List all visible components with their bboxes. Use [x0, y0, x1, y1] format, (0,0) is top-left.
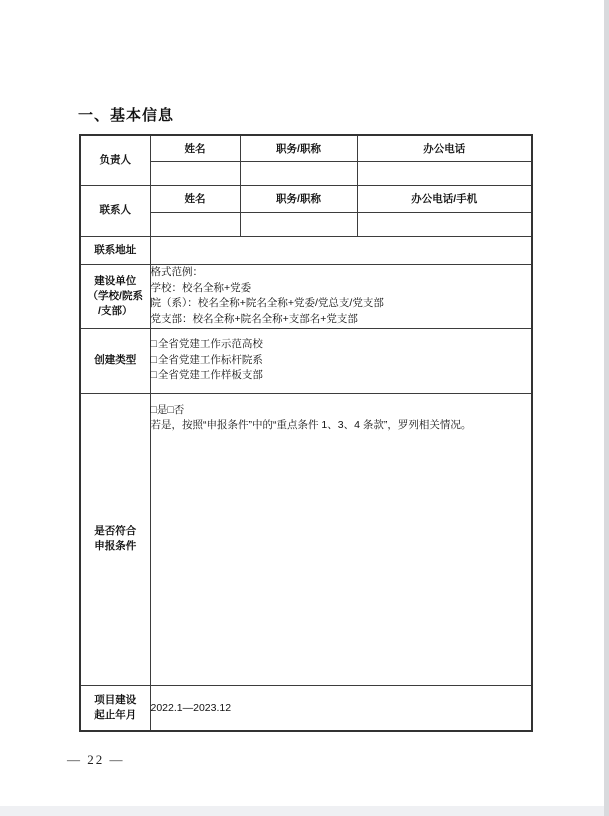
- qualification-content: [150, 393, 532, 685]
- row-label-qualification: [80, 393, 150, 685]
- row-label-duration: [80, 685, 150, 731]
- responsible-position-value: [240, 161, 357, 185]
- contact-phone-value: [357, 212, 532, 236]
- unit-label-line: （学校/院系: [87, 289, 143, 302]
- row-label-address: 联系地址: [80, 236, 150, 264]
- creation-type-option: [151, 337, 532, 353]
- responsible-header-phone: 办公电话: [357, 135, 532, 161]
- creation-type-option: [151, 353, 532, 369]
- yes-option-label: 是: [156, 403, 168, 416]
- unit-label-line: /支部）: [98, 304, 133, 317]
- duration-label-line: 起止年月: [94, 708, 137, 721]
- checkbox-icon: □: [150, 338, 157, 351]
- duration-label-line: 项目建设: [94, 693, 137, 706]
- section-title: 一、基本信息: [78, 107, 175, 124]
- no-option-label: 否: [173, 403, 185, 416]
- page-number: — 22 —: [67, 752, 125, 767]
- responsible-header-position: 职务/职称: [240, 135, 357, 161]
- unit-format-examples: [150, 264, 532, 328]
- contact-header-position: 职务/职称: [240, 185, 357, 212]
- responsible-phone-value: [357, 161, 532, 185]
- unit-format-line: 格式范例：: [150, 266, 203, 278]
- address-value: [150, 236, 532, 264]
- creation-type-option-label: 全省党建工作示范高校: [157, 338, 263, 351]
- row-label-unit: [80, 264, 150, 328]
- page-edge-right: [604, 0, 609, 816]
- qualification-label-line: 申报条件: [94, 540, 137, 552]
- checkbox-icon: □: [150, 369, 157, 382]
- responsible-header-name: 姓名: [150, 135, 240, 161]
- qualification-yes-no: [151, 403, 532, 419]
- unit-format-line: 学校：校名全称+党委: [150, 281, 252, 294]
- row-label-responsible: 负责人: [80, 135, 150, 185]
- unit-format-line: 院（系）：校名全称+院名全称+党委/党总支/党支部: [150, 297, 384, 309]
- creation-type-option: [151, 368, 532, 384]
- page-edge-bottom: [0, 806, 609, 816]
- row-label-creation-type: 创建类型: [80, 328, 150, 393]
- responsible-name-value: [150, 161, 240, 185]
- creation-type-option-label: 全省党建工作标杆院系: [157, 353, 263, 366]
- unit-label-line: 建设单位: [94, 274, 137, 287]
- creation-type-option-label: 全省党建工作样板支部: [157, 369, 263, 382]
- checkbox-icon: □: [167, 403, 174, 416]
- duration-value: 2022.1—2023.12: [150, 685, 532, 731]
- basic-info-table: [79, 134, 533, 732]
- contact-position-value: [240, 212, 357, 236]
- contact-header-phone: 办公电话/手机: [357, 185, 532, 212]
- creation-type-options: [150, 328, 532, 393]
- contact-name-value: [150, 212, 240, 236]
- qualification-note: 若是，按照“申报条件”中的“重点条件 1、3、4 条款”，罗列相关情况。: [150, 419, 472, 431]
- contact-header-name: 姓名: [150, 185, 240, 212]
- row-label-contact: 联系人: [80, 185, 150, 236]
- checkbox-icon: □: [150, 353, 157, 366]
- unit-format-line: 党支部：校名全称+院名全称+支部名+党支部: [150, 312, 358, 325]
- qualification-label-line: 是否符合: [94, 525, 137, 537]
- checkbox-icon: □: [150, 403, 157, 416]
